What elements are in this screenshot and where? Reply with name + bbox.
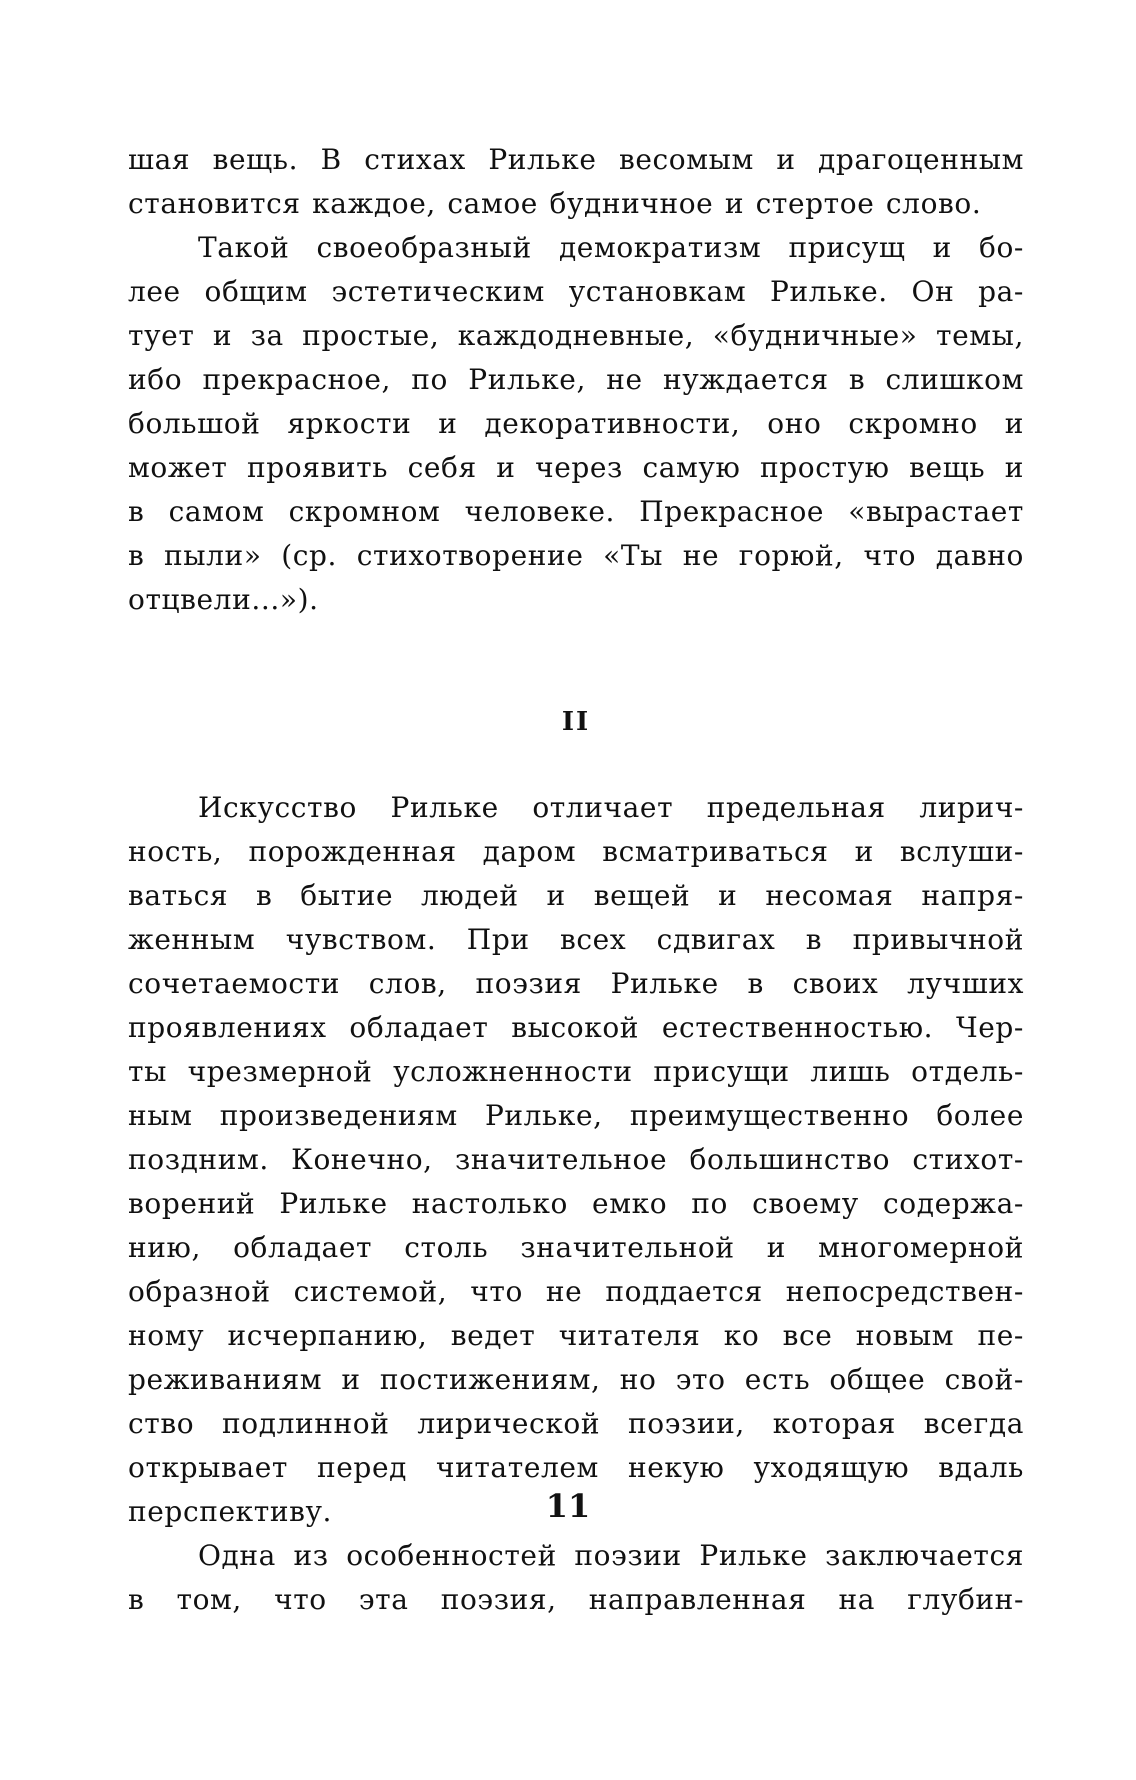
page-number: 11 — [545, 1487, 591, 1525]
text-line: тует и за простые, каждодневные, «будничные» темы, — [128, 319, 1024, 352]
text-line: проявлениях обладает высокой естественностью. Чер- — [128, 1011, 1024, 1044]
text-line: шая вещь. В стихах Рильке весомым и драгоценным — [128, 143, 1024, 176]
text-body — [128, 138, 1024, 1622]
text-line: в самом скромном человеке. Прекрасное «вырастает — [128, 495, 1024, 528]
text-line: ворений Рильке настолько емко по своему содержа- — [128, 1187, 1024, 1220]
book-page — [128, 138, 1024, 1698]
text-line: нию, обладает столь значительной и многомерной — [128, 1231, 1024, 1264]
text-line: Искусство Рильке отличает предельная лирич- — [198, 791, 1024, 824]
text-line: отцвели...»). — [128, 583, 319, 616]
text-line: ность, порожденная даром всматриваться и вслуши- — [128, 835, 1024, 868]
paragraph-2 — [128, 226, 1024, 622]
text-line: в пыли» (ср. стихотворение «Ты не горюй, что давно — [128, 539, 1024, 572]
text-line: открывает перед читателем некую уходящую вдаль — [128, 1451, 1024, 1484]
text-line: поздним. Конечно, значительное большинство стихот- — [128, 1143, 1024, 1176]
text-line: Такой своеобразный демократизм присущ и бо- — [198, 231, 1024, 264]
text-line: реживаниям и постижениям, но это есть общее свой- — [128, 1363, 1024, 1396]
text-line: ство подлинной лирической поэзии, которая всегда — [128, 1407, 1024, 1440]
text-line: ибо прекрасное, по Рильке, не нуждается в слишком — [128, 363, 1024, 396]
text-line: лее общим эстетическим установкам Рильке. Он ра- — [128, 275, 1024, 308]
text-line: Одна из особенностей поэзии Рильке заключается — [198, 1539, 1024, 1572]
text-line: становится каждое, самое будничное и стертое слово. — [128, 187, 982, 220]
text-line: ному исчерпанию, ведет читателя ко все новым пе- — [128, 1319, 1024, 1352]
text-line: может проявить себя и через самую простую вещь и — [128, 451, 1024, 484]
section-heading: II — [561, 707, 591, 737]
text-line: ным произведениям Рильке, преимущественно более — [128, 1099, 1024, 1132]
text-line: женным чувством. При всех сдвигах в привычной — [128, 923, 1024, 956]
text-line: перспективу. — [128, 1495, 333, 1528]
text-line: большой яркости и декоративности, оно скромно и — [128, 407, 1024, 440]
paragraph-4 — [128, 1534, 1024, 1622]
text-line: образной системой, что не поддается непосредствен- — [128, 1275, 1024, 1308]
paragraph-1 — [128, 138, 1024, 226]
text-line: ваться в бытие людей и вещей и несомая напря- — [128, 879, 1024, 912]
text-line: в том, что эта поэзия, направленная на глубин- — [128, 1583, 1024, 1616]
paragraph-3 — [128, 786, 1024, 1534]
text-line: сочетаемости слов, поэзия Рильке в своих лучших — [128, 967, 1024, 1000]
text-line: ты чрезмерной усложненности присущи лишь отдель- — [128, 1055, 1024, 1088]
